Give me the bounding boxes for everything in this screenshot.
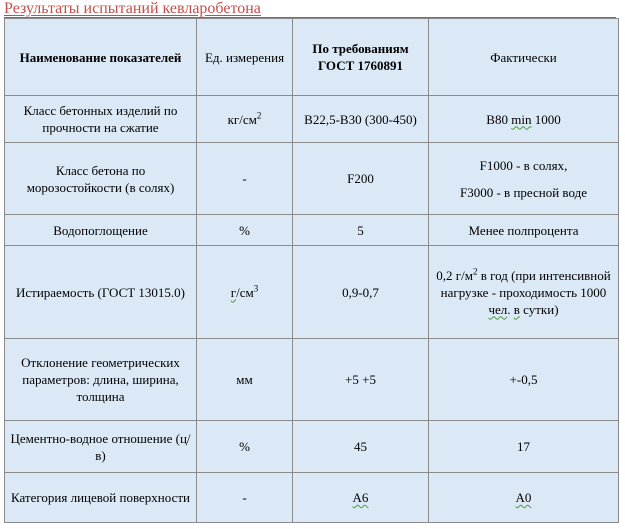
actual-spellcheck-word: min <box>511 111 532 127</box>
row-actual-cell: +-0,5 <box>429 339 619 421</box>
actual-text-prefix: В80 <box>486 111 512 127</box>
row-name-cell: Истираемость (ГОСТ 13015.0) <box>5 246 197 339</box>
row-unit-cell: % <box>197 421 293 473</box>
unit-superscript: 2 <box>256 110 262 121</box>
line-gap <box>433 174 614 184</box>
row-requirement-cell: В22,5-В30 (300-450) <box>293 96 429 143</box>
row-name-cell: Категория лицевой поверхности <box>5 473 197 523</box>
header-requirement: По требованиям ГОСТ 1760891 <box>293 19 429 96</box>
row-actual-cell <box>429 246 619 339</box>
table-row <box>5 339 619 421</box>
actual-spellcheck-word-2: в <box>513 301 520 317</box>
row-name-cell: Класс бетонных изделий по прочности на сжатие <box>5 96 197 143</box>
header-row <box>5 19 619 96</box>
actual-text-suffix: 1000 <box>531 111 561 127</box>
header-name: Наименование показателей <box>5 19 197 96</box>
row-name-cell: Водопоглощение <box>5 215 197 246</box>
row-requirement-cell: 5 <box>293 215 429 246</box>
row-requirement-cell: F200 <box>293 143 429 215</box>
actual-text-a: 0,2 г/м <box>436 267 473 283</box>
row-unit-cell: - <box>197 143 293 215</box>
row-actual-cell: Менее полпроцента <box>429 215 619 246</box>
table-row <box>5 143 619 215</box>
row-unit-cell <box>197 96 293 143</box>
row-unit-cell: мм <box>197 339 293 421</box>
unit-spellcheck-letter: г <box>230 284 237 300</box>
row-actual-cell <box>429 473 619 523</box>
row-name-cell: Отклонение геометрических параметров: длина, ширина, толщина <box>5 339 197 421</box>
row-requirement-cell: 45 <box>293 421 429 473</box>
requirement-spellcheck-word: А6 <box>352 490 369 505</box>
row-actual-cell: 17 <box>429 421 619 473</box>
header-unit: Ед. измерения <box>197 19 293 96</box>
table-row <box>5 421 619 473</box>
actual-text-d: сутки) <box>519 301 559 317</box>
unit-superscript: 3 <box>253 283 259 294</box>
row-unit-cell: - <box>197 473 293 523</box>
row-name-cell: Класс бетона по морозостойкости (в солях) <box>5 143 197 215</box>
header-actual: Фактически <box>429 19 619 96</box>
actual-superscript: 2 <box>472 266 478 277</box>
table-row <box>5 96 619 143</box>
actual-spellcheck-word: чел <box>488 301 508 317</box>
row-requirement-cell: 0,9-0,7 <box>293 246 429 339</box>
row-actual-cell <box>429 143 619 215</box>
table-row <box>5 473 619 523</box>
row-requirement-cell <box>293 473 429 523</box>
row-requirement-cell: +5 +5 <box>293 339 429 421</box>
actual-line-1: F1000 - в солях, <box>479 157 568 173</box>
actual-spellcheck-word: А0 <box>515 490 532 505</box>
row-actual-cell <box>429 96 619 143</box>
table-row <box>5 246 619 339</box>
row-unit-cell: % <box>197 215 293 246</box>
actual-text-c: . <box>507 301 514 317</box>
results-table <box>4 18 619 523</box>
row-name-cell: Цементно-водное отношение (ц/в) <box>5 421 197 473</box>
actual-text-b: в год (при интенсивной нагрузке - проходимость 1000 <box>440 267 611 300</box>
table-row <box>5 215 619 246</box>
actual-line-2: F3000 - в пресной воде <box>460 184 587 200</box>
unit-text: /см <box>236 284 254 300</box>
row-unit-cell <box>197 246 293 339</box>
page-title: Результаты испытаний кевларобетона <box>4 0 261 17</box>
unit-text: кг/см <box>227 111 257 127</box>
